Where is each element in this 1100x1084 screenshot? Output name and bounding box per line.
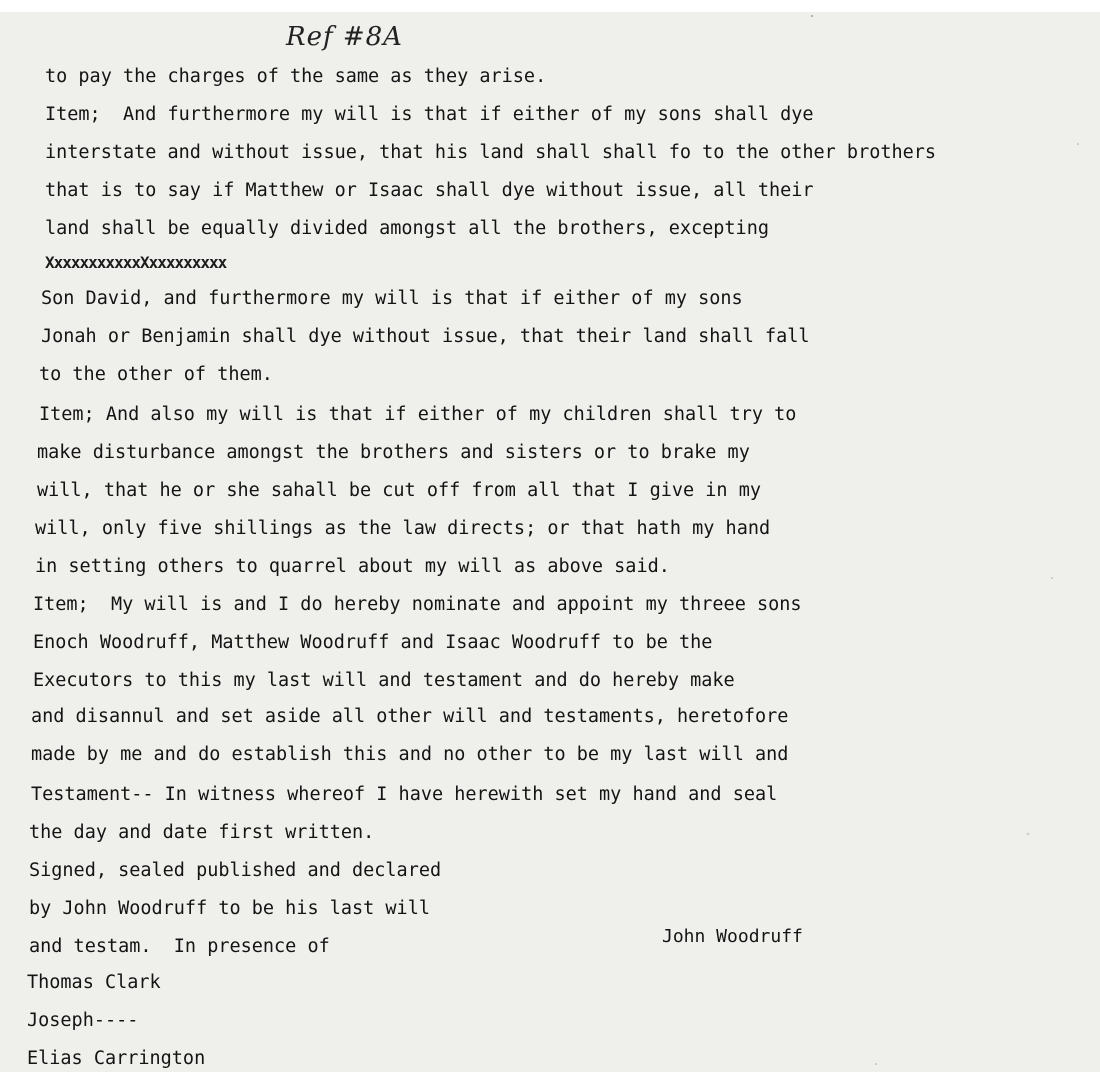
text-line: interstate and without issue, that his land shall shall fo to the other brothers (45, 142, 937, 163)
text-line: will, that he or she sahall be cut off from all that I give in my (37, 480, 761, 501)
text-line: Item; And furthermore my will is that if either of my sons shall dye (45, 104, 814, 125)
text-line: land shall be equally divided amongst all the brothers, excepting (45, 218, 769, 239)
text-line: to the other of them. (39, 364, 273, 385)
testator-signature: John Woodruff (662, 926, 803, 947)
text-line: Testament-- In witness whereof I have herewith set my hand and seal (31, 784, 778, 805)
witness-name: Joseph---- (27, 1010, 139, 1031)
text-line: make disturbance amongst the brothers and sisters or to brake my (37, 442, 750, 463)
witness-name: Thomas Clark (27, 972, 161, 993)
witness-name: Elias Carrington (27, 1048, 206, 1069)
text-line: Enoch Woodruff, Matthew Woodruff and Isaac Woodruff to be the (33, 632, 713, 653)
text-line: and testam. In presence of (29, 936, 330, 957)
text-line: will, only five shillings as the law directs; or that hath my hand (35, 518, 771, 539)
text-line: that is to say if Matthew or Isaac shall dye without issue, all their (45, 180, 814, 201)
handwritten-reference-note: Ref #8A (286, 22, 403, 52)
text-line: Item; And also my will is that if either of my children shall try to (39, 404, 797, 425)
text-line: Item; My will is and I do hereby nominate and appoint my threee sons (33, 594, 802, 615)
text-line: by John Woodruff to be his last will (29, 898, 430, 919)
text-line: made by me and do establish this and no other to be my last will and (31, 744, 789, 765)
text-line: to pay the charges of the same as they arise. (45, 66, 547, 87)
text-line: in setting others to quarrel about my will as above said. (35, 556, 670, 577)
text-line: Executors to this my last will and testament and do hereby make (33, 670, 735, 691)
struck-out-text: XxxxxxxxxxxXxxxxxxxxx (45, 253, 227, 272)
text-line: Son David, and furthermore my will is that if either of my sons (41, 288, 743, 309)
text-line: and disannul and set aside all other will and testaments, heretofore (31, 706, 789, 727)
text-line: Jonah or Benjamin shall dye without issue, that their land shall fall (41, 326, 810, 347)
will-text-body (0, 12, 1100, 1084)
text-line: Signed, sealed published and declared (29, 860, 442, 881)
text-line: the day and date first written. (29, 822, 375, 843)
